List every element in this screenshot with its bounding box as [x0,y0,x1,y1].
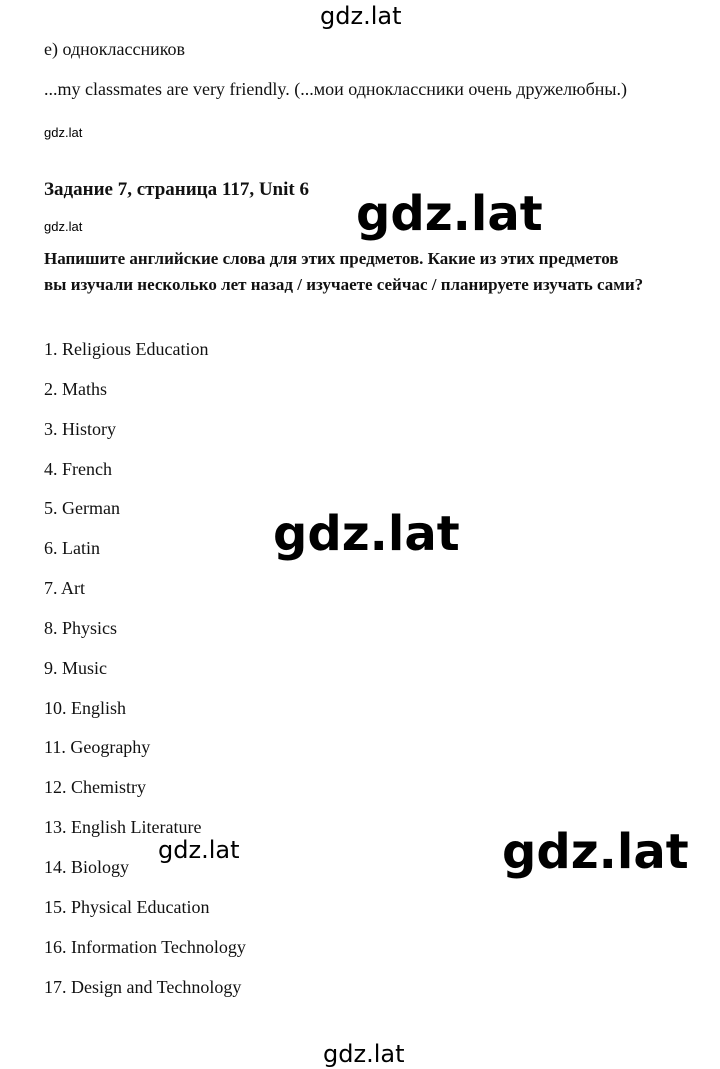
watermark-large-3: gdz.lat [502,824,689,880]
watermark-bottom: gdz.lat [323,1040,405,1068]
list-item: 13. English Literature [44,817,202,838]
watermark-top: gdz.lat [320,2,402,30]
prev-item-label: e) одноклассников [44,39,186,59]
watermark-medium: gdz.lat [158,836,240,864]
list-item: 5. German [44,498,120,519]
list-item: 9. Music [44,657,107,678]
list-item: 4. French [44,458,112,479]
list-item: 15. Physical Education [44,896,210,917]
list-item: 7. Art [44,578,86,599]
subjects-list [44,339,246,1016]
list-item: 16. Information Technology [44,936,246,957]
list-item: 1. Religious Education [44,339,209,359]
list-item: 6. Latin [44,538,100,559]
list-item: 11. Geography [44,737,151,758]
watermark-small-1: gdz.lat [44,125,83,140]
list-item: 8. Physics [44,617,118,638]
list-item: 17. Design and Technology [44,976,242,997]
watermark-small-2: gdz.lat [44,219,83,234]
list-item: 12. Chemistry [44,777,146,798]
task-heading: Задание 7, страница 117, Unit 6 [44,179,309,200]
watermark-large-1: gdz.lat [356,186,543,242]
list-item: 10. English [44,697,127,718]
list-item: 3. History [44,418,116,439]
list-item: 2. Maths [44,378,107,399]
task-instruction: Напишите английские слова для этих предметов. Какие из этих предметов вы изучали несколько лет назад / изучаете сейчас / планируете изучать сами? [44,249,644,294]
watermark-large-2: gdz.lat [273,506,460,562]
prev-example-sentence: ...my classmates are very friendly. (...мои одноклассники очень дружелюбны.) [44,79,627,99]
list-item: 14. Biology [44,856,130,877]
